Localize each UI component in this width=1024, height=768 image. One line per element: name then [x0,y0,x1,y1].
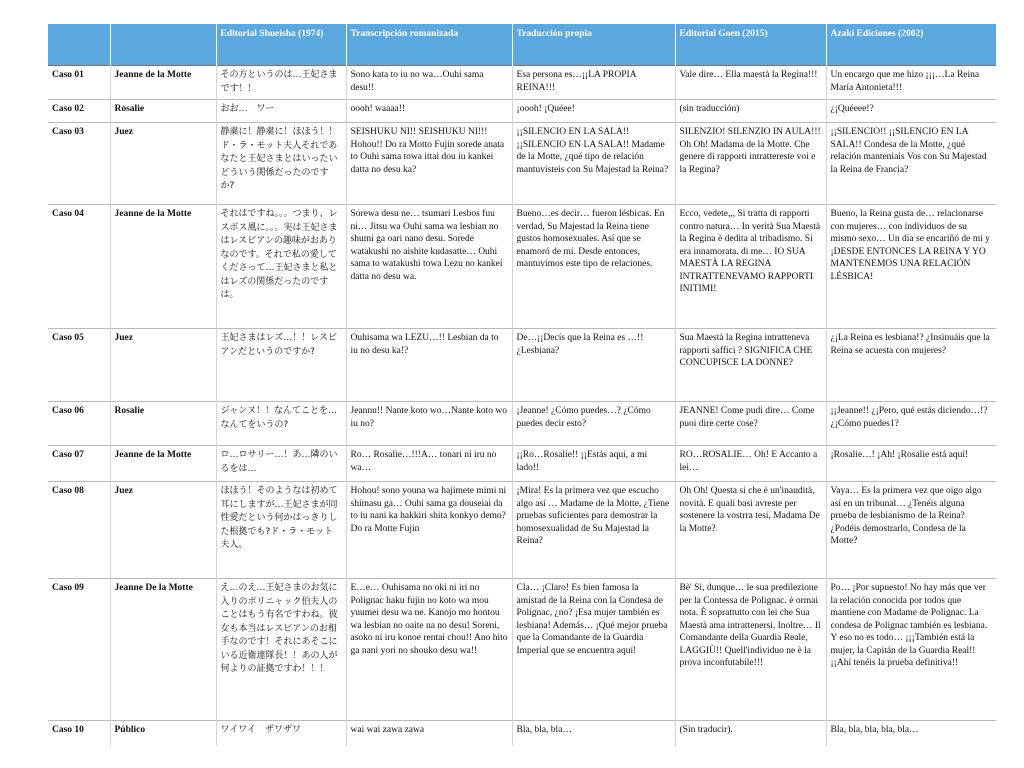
case-cell: Caso 07 [48,446,110,482]
own-translation-cell: ¡Jeanne! ¿Cómo puedes…? ¿Cómo puedes decir esto? [512,402,675,446]
case-cell: Caso 08 [48,482,110,579]
goen-cell: RO…ROSALIE… Oh! E Accanto a lei… [675,446,826,482]
azaki-cell: ¡Rosalie…! ¡Ah! ¡Rosalie está aquí! [826,446,996,482]
header-romaji: Transcripción romanizada [346,24,512,66]
speaker-cell: Jeanne De la Motte [110,579,216,721]
header-row [48,24,996,66]
goen-cell: Ecco, vedete,,, Si tratta di rapporti contro natura… In verità Sua Maestà la Regina è dedita al tribadismo. Si era innamorata. di me… IO SUA MAESTÀ LA REGINA INTRATTENEVAMO RAPPORTI INITIMI! [675,205,826,329]
own-translation-cell: Esa persona es…¡¡LA PROPIA REINA!!! [512,66,675,100]
header-case [48,24,110,66]
case-cell: Caso 05 [48,329,110,402]
table-row [48,66,996,100]
goen-cell: SILENZIO! SILENZIO IN AULA!!! Oh Oh! Madama de la Motte. Che genere di rapporti intrattereste voi e la Regina? [675,123,826,205]
japanese-cell: 静粛に！静粛に！ほほう！！ド・ラ・モット夫人それであなたと王妃さまとはいったいどういう関係だったのですか? [216,123,346,205]
azaki-cell: ¡¡Jeanne!! ¿¡Pero, qué estás diciendo…!? ¿¡Cómo puedes1? [826,402,996,446]
own-translation-cell: Bla, bla, bla… [512,721,675,747]
own-translation-cell: Bueno…es decir… fueron lésbicas. En verdad, Su Majestad la Reina tiene gustos homosexuales. Así que se enamoró de mí. Desde entonces, mantuvimos este tipo de relaciones. [512,205,675,329]
azaki-cell: Po… ¡Por supuesto! No hay más que ver la relación conocida por todos que mantiene con Madame de Polignac. La condesa de Polignac también es lesbiana. Y eso no es todo… ¡¡¡También está la mujer, la Capitán de la Guardia Real!! ¡¡Ahí tenéis la prueba definitiva!! [826,579,996,721]
own-translation-cell: ¡¡Ro…Rosalie!! ¡¡Estás aquí, a mi lado!! [512,446,675,482]
header-goen: Editorial Goen (2015) [675,24,826,66]
speaker-cell: Rosalie [110,100,216,123]
azaki-cell: ¿¡La Reina es lesbiana!? ¿Insinuáis que la Reina se acuesta con mujeres? [826,329,996,402]
goen-cell: Oh Oh! Questa si che è un'inaudità, novità. E quali basi avreste per sostenere la vostrra tesi, Madama De la Motte? [675,482,826,579]
japanese-cell: それはですね。。。つまり、レスボス風に。。。実は王妃さまはレスビアンの趣味がおありなのです。それで私の愛してくださって…王妃さまと私とはレズの関係だったのですは。 [216,205,346,329]
table-row [48,579,996,721]
header-shueisha: Editorial Shueisha (1974) [216,24,346,66]
table-row [48,402,996,446]
own-translation-cell: ¡¡SILENCIO EN LA SALA!! ¡¡SILENCIO EN LA SALA!! Madame de la Motte, ¿qué tipo de relación mantuvisteis con Su Majestad la Reina? [512,123,675,205]
japanese-cell: その方というのは…王妃さまです！！ [216,66,346,100]
header-azaki: Azaki Ediciones (2002) [826,24,996,66]
case-cell: Caso 10 [48,721,110,747]
speaker-cell: Rosalie [110,402,216,446]
azaki-cell: ¿¡Quéeee!? [826,100,996,123]
speaker-cell: Jeanne de la Motte [110,66,216,100]
speaker-cell: Juez [110,123,216,205]
azaki-cell: Bueno, la Reina gusta de… relacionarse con mujeres… con individuos de su mismo sexo… Un día se encariñó de mí y ¡DESDE ENTONCES LA REINA Y YO MANTENEMOS UNA RELACIÓN LÉSBICA! [826,205,996,329]
table-row [48,123,996,205]
speaker-cell: Jeanne de la Motte [110,205,216,329]
japanese-cell: ほほう！そのようなは初めて耳にしますが…王妃さまが同性愛だという何かはっきりした根拠でも?ド・ラ・モット夫人。 [216,482,346,579]
own-translation-cell: Cla… ¡Claro! Es bien famosa la amistad de la Reina con la Condesa de Polignac, ¿no? ¡Esa mujer también es lesbiana! Además… ¡Qué mejor prueba que la Comandante de la Guardia Imperial que se encuentra aquí! [512,579,675,721]
speaker-cell: Jeanne de la Motte [110,446,216,482]
japanese-cell: 王妃さまはレズ…！！レスビアンだというのですか? [216,329,346,402]
japanese-cell: ワイワイ ザワザワ [216,721,346,747]
goen-cell: JEANNE! Come pudi dire… Come puoi dire certe cose? [675,402,826,446]
japanese-cell: おお… ワー [216,100,346,123]
header-own-translation: Traducción propia [512,24,675,66]
romaji-cell: E…e… Ouhisama no oki ni iri no Polignac haku fujin no koto wa mou yuumei desu wa ne. Kanojo mo hontou wa lesbian no oaite na no desu! Soreni, asoko ni iru konoe rentai chou!! Ano hito ga nani yori no shouko desu wa!! [346,579,512,721]
speaker-cell: Juez [110,329,216,402]
romaji-cell: Hohou! sono youna wa hajimete mimi ni shimasu ga… Ouhi sama ga douseiai da to iu nani ka hakkiri shita konkyo demo? Do ra Motte Fujin [346,482,512,579]
own-translation-cell: ¡oooh! ¡Quéee! [512,100,675,123]
goen-cell: Sua Maestà la Regina intratteneva rapporti saffici ? SIGNIFICA CHE CONCUPISCE LA DONNE? [675,329,826,402]
romaji-cell: SEISHUKU NI!! SEISHUKU NI!!! Hohou!! Do ra Motto Fujin sorede anata to Ouhi sama towa ittai dou iu kankei datta no desu ka? [346,123,512,205]
table-row [48,329,996,402]
romaji-cell: Jeannu!! Nante koto wo…Nante koto wo iu no? [346,402,512,446]
azaki-cell: ¡¡SILENCIO!! ¡¡SILENCIO EN LA SALA!! Condesa de la Motte, ¿qué relación manteniais Vos con Su Majestad la Reina de Francia? [826,123,996,205]
own-translation-cell: De…¡¡Decís que la Reina es …!! ¿Lesbiana? [512,329,675,402]
goen-cell: (sin traducción) [675,100,826,123]
romaji-cell: Ouhisama wa LEZU…!! Lesbian da to iu no desu ka!? [346,329,512,402]
case-cell: Caso 03 [48,123,110,205]
japanese-cell: ジャンヌ！！なんてことを…なんてをいうの? [216,402,346,446]
speaker-cell: Público [110,721,216,747]
romaji-cell: wai wai zawa zawa [346,721,512,747]
romaji-cell: Sorewa desu ne… tsumari Lesbos fuu ni… Jitsu wa Ouhi sama wa lesbian no shumi ga oari nano desu. Sorede watakushi no aishite kudasatte… Ouhi sama to watakushi towa Lezu no kankei datta no desu wa. [346,205,512,329]
table-row [48,446,996,482]
header-speaker [110,24,216,66]
table-row [48,100,996,123]
azaki-cell: Vaya… Es la primera vez que oigo algo así en un tribunal… ¿Tenéis alguna prueba de lesbianismo de la Reina? ¿Podéis demostrarlo, Condesa de la Motte? [826,482,996,579]
azaki-cell: Bla, bla, bla, bla, bla… [826,721,996,747]
case-cell: Caso 02 [48,100,110,123]
table-row [48,482,996,579]
goen-cell: (Sin traducir). [675,721,826,747]
speaker-cell: Juez [110,482,216,579]
goen-cell: Vale dire… Ella maestà la Regina!!! [675,66,826,100]
romaji-cell: Sono kata to iu no wa…Ouhi sama desu!! [346,66,512,100]
goen-cell: Bè' Si, dunque… le sua predilezione per la Contessa de Polignac. è ormai nota. È soprattutto con lei che Sua Maestà ama intrattenersi, Inoltre… Il Comandante della Guardia Reale, LAGGIÙ!! Quell'individuo ne è la prova inconfutabile!!! [675,579,826,721]
case-cell: Caso 04 [48,205,110,329]
comparison-sheet [48,24,996,748]
own-translation-cell: ¡Mira! Es la primera vez que escucho algo así … Madame de la Motte, ¿Tiene pruebas suficientes para demostrar la homosexualidad de Su Majestad la Reina? [512,482,675,579]
romaji-cell: oooh! waaaa!! [346,100,512,123]
japanese-cell: え…のえ…王妃さまのお気に入りのポリニャック伯夫人のことはもう有名ですわね。彼女も本当はレスビアンのお相手なのです！それにあそこにいる近衛連隊長！！あの人が何よりの証拠ですわ！！！ [216,579,346,721]
japanese-cell: ロ…ロサリー…！あ…隣のいるをは… [216,446,346,482]
case-cell: Caso 01 [48,66,110,100]
translation-comparison-table [48,24,996,746]
table-row [48,205,996,329]
table-row [48,721,996,747]
case-cell: Caso 09 [48,579,110,721]
azaki-cell: Un encargo que me hizo ¡¡¡…La Reina María Antonieta!!! [826,66,996,100]
romaji-cell: Ro… Rosalie…!!!A… tonari ni iru no wa… [346,446,512,482]
case-cell: Caso 06 [48,402,110,446]
